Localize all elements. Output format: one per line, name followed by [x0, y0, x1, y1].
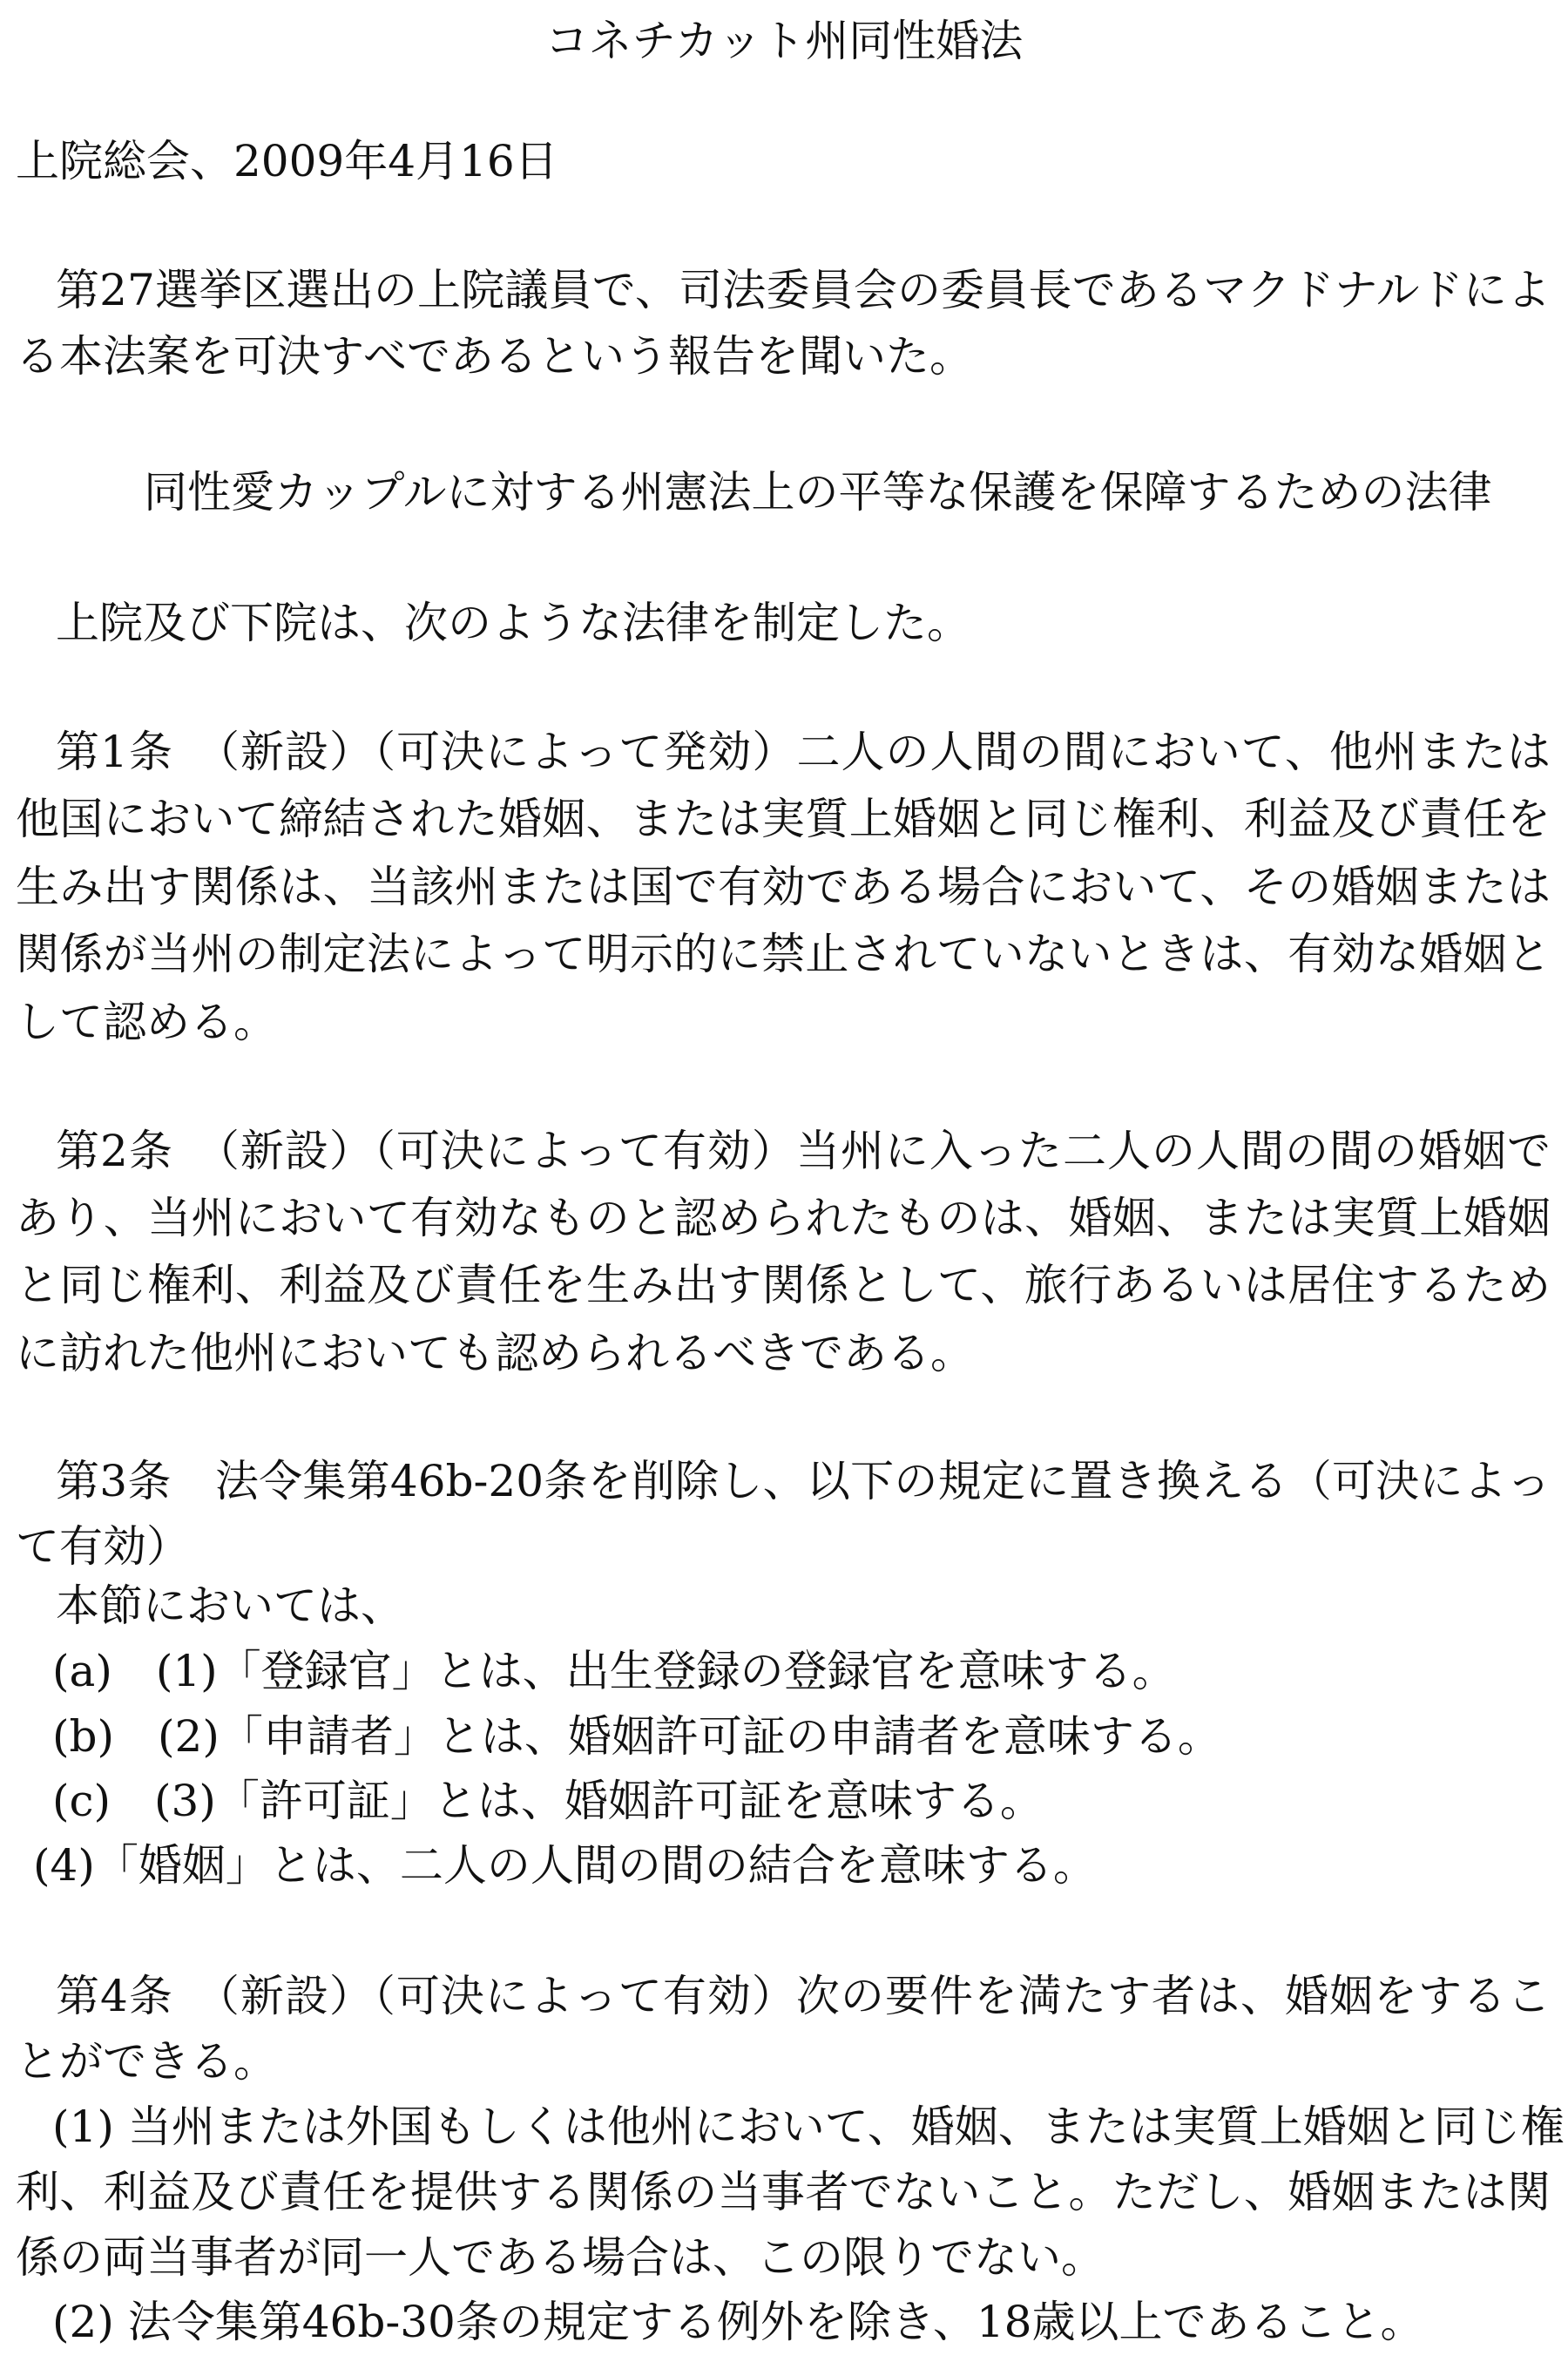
definition-item: (c) (3)「許可証」とは、婚姻許可証を意味する。 — [52, 1776, 1044, 1826]
article-1-line: 第1条 （新設）（可決によって発効）二人の人間の間において、他州または — [56, 727, 1551, 777]
article-4-line: 第4条 （新設）（可決によって有効）次の要件を満たす者は、婚姻をするこ — [56, 1971, 1551, 2021]
document-title: コネチカット州同性婚法 — [544, 16, 1024, 66]
definition-item: (4)「婚姻」とは、二人の人間の間の結合を意味する。 — [33, 1840, 1097, 1891]
article-2-line: に訪れた他州においても認められるべきである。 — [16, 1328, 974, 1378]
requirement-item: 利、利益及び責任を提供する関係の当事者でないこと。ただし、婚姻または関 — [16, 2167, 1551, 2217]
definition-item: (a) (1)「登録官」とは、出生登録の登録官を意味する。 — [52, 1646, 1176, 1696]
enactment-clause: 上院及び下院は、次のような法律を制定した。 — [56, 598, 970, 648]
requirement-item: 係の両当事者が同一人である場合は、この限りでない。 — [16, 2232, 1105, 2283]
article-1-line: 生み出す関係は、当該州または国で有効である場合において、その婚姻または — [16, 862, 1551, 912]
report-line-1: 第27選挙区選出の上院議員で、司法委員会の委員長であるマクドナルドによ — [56, 265, 1551, 315]
article-2-line: 第2条 （新設）（可決によって有効）当州に入った二人の人間の間の婚姻で — [56, 1126, 1551, 1176]
article-3-intro: 本節においては、 — [56, 1580, 404, 1631]
article-1-line: して認める。 — [16, 997, 277, 1047]
article-4-line: とができる。 — [16, 2036, 277, 2087]
requirement-item: (1) 当州または外国もしくは他州において、婚姻、または実質上婚姻と同じ権 — [52, 2101, 1565, 2152]
article-1-line: 他国において締結された婚姻、または実質上婚姻と同じ権利、利益及び責任を — [16, 794, 1551, 844]
article-3-line: 第3条 法令集第46b-20条を削除し、以下の規定に置き換える（可決によっ — [56, 1456, 1551, 1506]
session-line: 上院総会、2009年4月16日 — [16, 136, 558, 186]
definition-item: (b) (2)「申請者」とは、婚姻許可証の申請者を意味する。 — [52, 1711, 1221, 1762]
article-2-line: と同じ権利、利益及び責任を生み出す関係として、旅行あるいは居住するため — [16, 1260, 1551, 1310]
article-2-line: あり、当州において有効なものと認められたものは、婚姻、または実質上婚姻 — [16, 1193, 1551, 1243]
article-3-line: て有効） — [16, 1521, 190, 1572]
requirement-item: (2) 法令集第46b-30条の規定する例外を除き、18歳以上であること。 — [52, 2297, 1424, 2347]
article-1-line: 関係が当州の制定法によって明示的に禁止されていないときは、有効な婚姻と — [16, 929, 1551, 979]
act-title: 同性愛カップルに対する州憲法上の平等な保護を保障するための法律 — [144, 467, 1492, 518]
report-line-2: る本法案を可決すべであるという報告を聞いた。 — [16, 331, 973, 382]
